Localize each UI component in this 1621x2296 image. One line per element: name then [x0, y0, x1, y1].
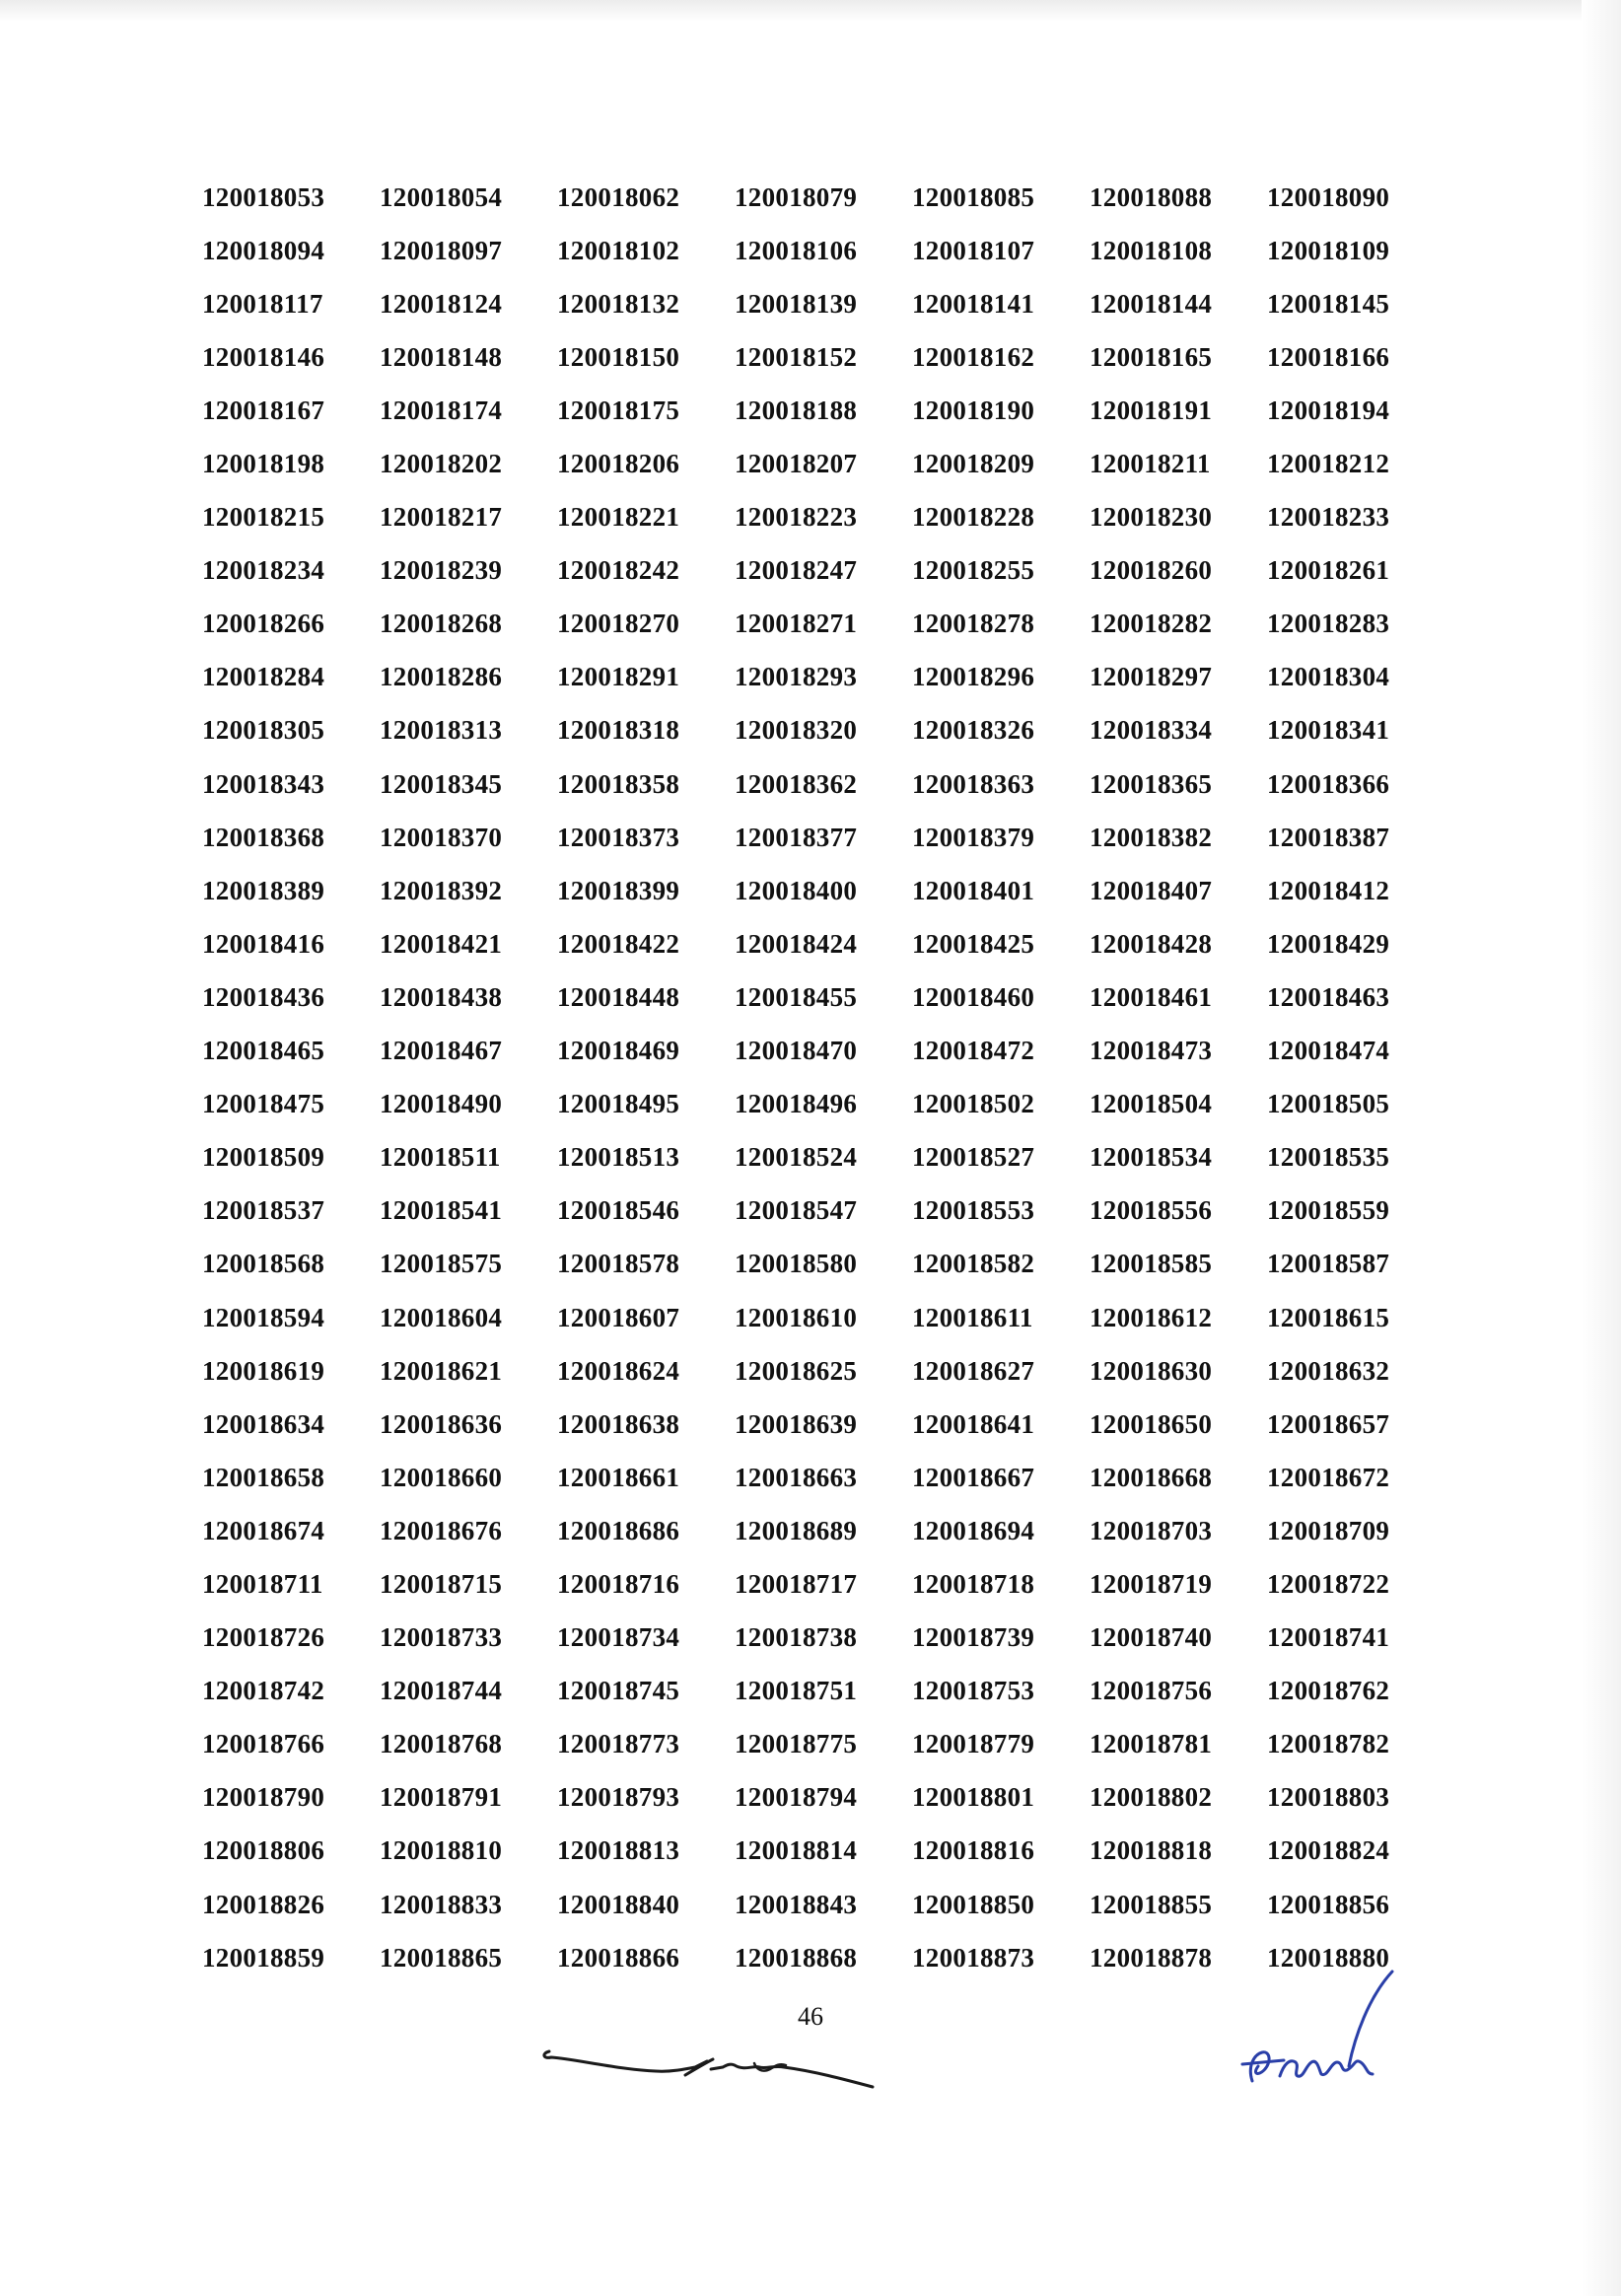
roll-number-cell: 120018106 [735, 235, 858, 265]
roll-number-cell: 120018362 [735, 768, 858, 799]
roll-number-cell: 120018145 [1267, 288, 1390, 319]
roll-number-cell: 120018407 [1090, 875, 1213, 905]
roll-number-cell: 120018079 [735, 181, 858, 212]
roll-number-cell: 120018400 [735, 875, 858, 905]
roll-number-cell: 120018165 [1090, 341, 1213, 372]
roll-number-cell: 120018230 [1090, 502, 1213, 533]
roll-number-cell: 120018873 [912, 1942, 1035, 1973]
roll-number-cell: 120018509 [202, 1142, 325, 1173]
roll-number-cell: 120018627 [912, 1355, 1035, 1386]
roll-number-cell: 120018320 [735, 715, 858, 746]
roll-number-cell: 120018428 [1090, 928, 1213, 959]
roll-number-cell: 120018174 [380, 395, 503, 425]
roll-number-cell: 120018773 [557, 1729, 680, 1759]
roll-number-cell: 120018234 [202, 555, 325, 586]
roll-number-cell: 120018387 [1267, 822, 1390, 852]
roll-number-cell: 120018144 [1090, 288, 1213, 319]
page-number: 46 [798, 2002, 823, 2031]
roll-number-cell: 120018202 [380, 449, 503, 479]
roll-number-cell: 120018425 [912, 928, 1035, 959]
roll-number-cell: 120018167 [202, 395, 325, 425]
roll-number-cell: 120018448 [557, 981, 680, 1012]
roll-row [202, 1612, 1430, 1665]
roll-number-cell: 120018672 [1267, 1462, 1390, 1492]
roll-number-cell: 120018152 [735, 341, 858, 372]
roll-number-cell: 120018190 [912, 395, 1035, 425]
roll-row [202, 917, 1430, 970]
roll-number-cell: 120018054 [380, 181, 503, 212]
roll-number-cell: 120018661 [557, 1462, 680, 1492]
roll-number-cell: 120018850 [912, 1889, 1035, 1919]
roll-number-cell: 120018261 [1267, 555, 1390, 586]
roll-number-cell: 120018753 [912, 1676, 1035, 1706]
roll-row [202, 437, 1430, 490]
roll-number-cell: 120018801 [912, 1782, 1035, 1813]
roll-number-cell: 120018358 [557, 768, 680, 799]
roll-number-cell: 120018658 [202, 1462, 325, 1492]
roll-number-cell: 120018313 [380, 715, 503, 746]
roll-number-cell: 120018416 [202, 928, 325, 959]
roll-number-cell: 120018625 [735, 1355, 858, 1386]
roll-number-cell: 120018768 [380, 1729, 503, 1759]
roll-number-cell: 120018221 [557, 502, 680, 533]
roll-number-cell: 120018502 [912, 1089, 1035, 1119]
roll-number-cell: 120018802 [1090, 1782, 1213, 1813]
roll-number-cell: 120018389 [202, 875, 325, 905]
roll-number-cell: 120018124 [380, 288, 503, 319]
roll-number-cell: 120018667 [912, 1462, 1035, 1492]
roll-number-cell: 120018370 [380, 822, 503, 852]
roll-number-cell: 120018341 [1267, 715, 1390, 746]
roll-number-cell: 120018674 [202, 1515, 325, 1545]
roll-number-cell: 120018639 [735, 1408, 858, 1439]
roll-number-cell: 120018368 [202, 822, 325, 852]
roll-row [202, 1344, 1430, 1398]
roll-number-cell: 120018474 [1267, 1036, 1390, 1066]
roll-row [202, 1131, 1430, 1184]
roll-number-cell: 120018266 [202, 609, 325, 639]
roll-row [202, 1557, 1430, 1611]
roll-row [202, 864, 1430, 917]
roll-number-cell: 120018751 [735, 1676, 858, 1706]
roll-number-cell: 120018132 [557, 288, 680, 319]
roll-row [202, 704, 1430, 757]
roll-number-cell: 120018779 [912, 1729, 1035, 1759]
roll-number-cell: 120018282 [1090, 609, 1213, 639]
roll-number-cell: 120018255 [912, 555, 1035, 586]
roll-number-cell: 120018175 [557, 395, 680, 425]
roll-number-cell: 120018188 [735, 395, 858, 425]
scan-edge-top [0, 0, 1621, 22]
roll-number-cell: 120018559 [1267, 1195, 1390, 1226]
roll-row [202, 1878, 1430, 1931]
roll-number-cell: 120018470 [735, 1036, 858, 1066]
roll-number-cell: 120018816 [912, 1835, 1035, 1866]
roll-number-cell: 120018694 [912, 1515, 1035, 1545]
roll-number-cell: 120018305 [202, 715, 325, 746]
roll-row [202, 384, 1430, 437]
roll-row [202, 544, 1430, 598]
roll-number-cell: 120018546 [557, 1195, 680, 1226]
roll-number-cell: 120018097 [380, 235, 503, 265]
roll-number-cell: 120018460 [912, 981, 1035, 1012]
roll-number-cell: 120018580 [735, 1249, 858, 1279]
roll-number-cell: 120018610 [735, 1302, 858, 1332]
roll-number-cell: 120018223 [735, 502, 858, 533]
roll-number-cell: 120018826 [202, 1889, 325, 1919]
roll-number-cell: 120018228 [912, 502, 1035, 533]
roll-number-cell: 120018284 [202, 662, 325, 692]
roll-number-cell: 120018833 [380, 1889, 503, 1919]
roll-number-cell: 120018270 [557, 609, 680, 639]
roll-number-cell: 120018810 [380, 1835, 503, 1866]
roll-number-cell: 120018756 [1090, 1676, 1213, 1706]
roll-number-cell: 120018775 [735, 1729, 858, 1759]
roll-number-cell: 120018740 [1090, 1622, 1213, 1653]
roll-number-cell: 120018668 [1090, 1462, 1213, 1492]
roll-number-cell: 120018146 [202, 341, 325, 372]
roll-number-cell: 120018619 [202, 1355, 325, 1386]
roll-number-cell: 120018363 [912, 768, 1035, 799]
roll-number-cell: 120018806 [202, 1835, 325, 1866]
roll-number-cell: 120018377 [735, 822, 858, 852]
roll-number-cell: 120018541 [380, 1195, 503, 1226]
roll-row [202, 811, 1430, 864]
roll-row [202, 1291, 1430, 1344]
roll-number-cell: 120018212 [1267, 449, 1390, 479]
signature-right-icon [1233, 1968, 1410, 2091]
roll-number-cell: 120018738 [735, 1622, 858, 1653]
roll-number-cell: 120018094 [202, 235, 325, 265]
roll-number-cell: 120018611 [912, 1302, 1033, 1332]
roll-number-cell: 120018813 [557, 1835, 680, 1866]
roll-number-cell: 120018365 [1090, 768, 1213, 799]
roll-number-cell: 120018475 [202, 1089, 325, 1119]
signature-left-icon [537, 2030, 878, 2089]
roll-number-cell: 120018496 [735, 1089, 858, 1119]
roll-number-cell: 120018191 [1090, 395, 1213, 425]
roll-number-cell: 120018607 [557, 1302, 680, 1332]
roll-number-cell: 120018604 [380, 1302, 503, 1332]
roll-number-cell: 120018373 [557, 822, 680, 852]
roll-number-table [202, 171, 1430, 1984]
roll-number-cell: 120018636 [380, 1408, 503, 1439]
roll-number-cell: 120018793 [557, 1782, 680, 1813]
roll-number-cell: 120018578 [557, 1249, 680, 1279]
roll-number-cell: 120018495 [557, 1089, 680, 1119]
roll-number-cell: 120018791 [380, 1782, 503, 1813]
roll-number-cell: 120018467 [380, 1036, 503, 1066]
roll-number-cell: 120018621 [380, 1355, 503, 1386]
roll-number-cell: 120018490 [380, 1089, 503, 1119]
roll-number-cell: 120018053 [202, 181, 325, 212]
roll-row [202, 1771, 1430, 1825]
roll-number-cell: 120018612 [1090, 1302, 1213, 1332]
roll-number-cell: 120018745 [557, 1676, 680, 1706]
roll-row [202, 651, 1430, 704]
roll-number-cell: 120018422 [557, 928, 680, 959]
roll-number-cell: 120018762 [1267, 1676, 1390, 1706]
roll-number-cell: 120018556 [1090, 1195, 1213, 1226]
roll-number-cell: 120018716 [557, 1568, 680, 1599]
roll-number-cell: 120018436 [202, 981, 325, 1012]
roll-number-cell: 120018233 [1267, 502, 1390, 533]
roll-number-cell: 120018472 [912, 1036, 1035, 1066]
roll-number-cell: 120018198 [202, 449, 325, 479]
roll-number-cell: 120018880 [1267, 1942, 1390, 1973]
roll-number-cell: 120018117 [202, 288, 323, 319]
roll-row [202, 171, 1430, 224]
roll-number-cell: 120018504 [1090, 1089, 1213, 1119]
roll-number-cell: 120018194 [1267, 395, 1390, 425]
roll-number-cell: 120018660 [380, 1462, 503, 1492]
roll-number-cell: 120018582 [912, 1249, 1035, 1279]
roll-number-cell: 120018676 [380, 1515, 503, 1545]
roll-number-cell: 120018271 [735, 609, 858, 639]
roll-number-cell: 120018703 [1090, 1515, 1213, 1545]
roll-number-cell: 120018634 [202, 1408, 325, 1439]
roll-number-cell: 120018878 [1090, 1942, 1213, 1973]
roll-number-cell: 120018379 [912, 822, 1035, 852]
roll-number-cell: 120018343 [202, 768, 325, 799]
roll-number-cell: 120018062 [557, 181, 680, 212]
roll-number-cell: 120018278 [912, 609, 1035, 639]
roll-number-cell: 120018505 [1267, 1089, 1390, 1119]
roll-row [202, 1504, 1430, 1557]
scan-edge-right [1582, 0, 1621, 2296]
roll-number-cell: 120018856 [1267, 1889, 1390, 1919]
roll-number-cell: 120018334 [1090, 715, 1213, 746]
roll-number-cell: 120018865 [380, 1942, 503, 1973]
roll-row [202, 970, 1430, 1024]
roll-number-cell: 120018293 [735, 662, 858, 692]
roll-row [202, 1398, 1430, 1451]
roll-number-cell: 120018469 [557, 1036, 680, 1066]
roll-number-cell: 120018366 [1267, 768, 1390, 799]
roll-number-cell: 120018840 [557, 1889, 680, 1919]
roll-number-cell: 120018215 [202, 502, 325, 533]
roll-row [202, 757, 1430, 811]
roll-number-cell: 120018162 [912, 341, 1035, 372]
roll-number-cell: 120018866 [557, 1942, 680, 1973]
roll-row [202, 1718, 1430, 1771]
roll-row [202, 1238, 1430, 1291]
roll-number-cell: 120018537 [202, 1195, 325, 1226]
roll-number-cell: 120018247 [735, 555, 858, 586]
roll-number-cell: 120018718 [912, 1568, 1035, 1599]
roll-number-cell: 120018726 [202, 1622, 325, 1653]
roll-number-cell: 120018090 [1267, 181, 1390, 212]
roll-number-cell: 120018211 [1090, 449, 1211, 479]
roll-number-cell: 120018429 [1267, 928, 1390, 959]
roll-number-cell: 120018587 [1267, 1249, 1390, 1279]
roll-number-cell: 120018742 [202, 1676, 325, 1706]
roll-number-cell: 120018242 [557, 555, 680, 586]
roll-number-cell: 120018814 [735, 1835, 858, 1866]
roll-number-cell: 120018108 [1090, 235, 1213, 265]
roll-row [202, 277, 1430, 330]
roll-row [202, 598, 1430, 651]
roll-number-cell: 120018641 [912, 1408, 1035, 1439]
roll-number-cell: 120018085 [912, 181, 1035, 212]
roll-number-cell: 120018781 [1090, 1729, 1213, 1759]
roll-number-cell: 120018739 [912, 1622, 1035, 1653]
roll-number-cell: 120018412 [1267, 875, 1390, 905]
roll-number-cell: 120018744 [380, 1676, 503, 1706]
roll-number-cell: 120018790 [202, 1782, 325, 1813]
roll-number-cell: 120018734 [557, 1622, 680, 1653]
roll-number-cell: 120018535 [1267, 1142, 1390, 1173]
roll-number-cell: 120018260 [1090, 555, 1213, 586]
roll-number-cell: 120018615 [1267, 1302, 1390, 1332]
roll-number-cell: 120018206 [557, 449, 680, 479]
roll-number-cell: 120018766 [202, 1729, 325, 1759]
roll-number-cell: 120018855 [1090, 1889, 1213, 1919]
roll-number-cell: 120018630 [1090, 1355, 1213, 1386]
roll-number-cell: 120018107 [912, 235, 1035, 265]
roll-number-cell: 120018463 [1267, 981, 1390, 1012]
roll-number-cell: 120018638 [557, 1408, 680, 1439]
roll-number-cell: 120018575 [380, 1249, 503, 1279]
roll-number-cell: 120018715 [380, 1568, 503, 1599]
roll-number-cell: 120018663 [735, 1462, 858, 1492]
roll-number-cell: 120018657 [1267, 1408, 1390, 1439]
roll-number-cell: 120018859 [202, 1942, 325, 1973]
roll-number-cell: 120018513 [557, 1142, 680, 1173]
signature-left-stroke [544, 2051, 873, 2087]
roll-number-cell: 120018455 [735, 981, 858, 1012]
roll-number-cell: 120018473 [1090, 1036, 1213, 1066]
roll-number-cell: 120018650 [1090, 1408, 1213, 1439]
roll-number-cell: 120018868 [735, 1942, 858, 1973]
roll-number-cell: 120018217 [380, 502, 503, 533]
roll-number-cell: 120018717 [735, 1568, 858, 1599]
roll-number-cell: 120018527 [912, 1142, 1035, 1173]
roll-number-cell: 120018818 [1090, 1835, 1213, 1866]
roll-row [202, 491, 1430, 544]
roll-number-cell: 120018741 [1267, 1622, 1390, 1653]
roll-number-cell: 120018326 [912, 715, 1035, 746]
roll-row [202, 330, 1430, 384]
roll-number-cell: 120018207 [735, 449, 858, 479]
roll-number-cell: 120018166 [1267, 341, 1390, 372]
roll-number-cell: 120018424 [735, 928, 858, 959]
roll-row [202, 224, 1430, 277]
roll-number-cell: 120018465 [202, 1036, 325, 1066]
roll-row [202, 1025, 1430, 1078]
roll-number-cell: 120018318 [557, 715, 680, 746]
roll-number-cell: 120018109 [1267, 235, 1390, 265]
roll-number-cell: 120018283 [1267, 609, 1390, 639]
roll-number-cell: 120018382 [1090, 822, 1213, 852]
signature-right-stroke [1242, 1972, 1392, 2081]
roll-number-cell: 120018547 [735, 1195, 858, 1226]
roll-number-cell: 120018689 [735, 1515, 858, 1545]
roll-number-cell: 120018088 [1090, 181, 1213, 212]
roll-number-cell: 120018421 [380, 928, 503, 959]
roll-number-cell: 120018297 [1090, 662, 1213, 692]
roll-number-cell: 120018304 [1267, 662, 1390, 692]
roll-number-cell: 120018843 [735, 1889, 858, 1919]
roll-row [202, 1825, 1430, 1878]
roll-row [202, 1451, 1430, 1504]
roll-number-cell: 120018141 [912, 288, 1035, 319]
roll-number-cell: 120018722 [1267, 1568, 1390, 1599]
roll-number-cell: 120018291 [557, 662, 680, 692]
roll-number-cell: 120018534 [1090, 1142, 1213, 1173]
roll-number-cell: 120018709 [1267, 1515, 1390, 1545]
roll-row [202, 1665, 1430, 1718]
roll-number-cell: 120018711 [202, 1568, 323, 1599]
roll-number-cell: 120018296 [912, 662, 1035, 692]
roll-number-cell: 120018782 [1267, 1729, 1390, 1759]
roll-number-cell: 120018148 [380, 341, 503, 372]
roll-row [202, 1078, 1430, 1131]
roll-number-cell: 120018733 [380, 1622, 503, 1653]
roll-number-cell: 120018150 [557, 341, 680, 372]
roll-number-cell: 120018102 [557, 235, 680, 265]
roll-number-cell: 120018286 [380, 662, 503, 692]
roll-number-cell: 120018399 [557, 875, 680, 905]
roll-number-cell: 120018239 [380, 555, 503, 586]
roll-number-cell: 120018824 [1267, 1835, 1390, 1866]
roll-number-cell: 120018594 [202, 1302, 325, 1332]
roll-row [202, 1184, 1430, 1238]
roll-number-cell: 120018139 [735, 288, 858, 319]
roll-number-cell: 120018686 [557, 1515, 680, 1545]
roll-number-cell: 120018632 [1267, 1355, 1390, 1386]
roll-number-cell: 120018401 [912, 875, 1035, 905]
roll-number-cell: 120018568 [202, 1249, 325, 1279]
roll-number-cell: 120018392 [380, 875, 503, 905]
roll-number-cell: 120018461 [1090, 981, 1213, 1012]
roll-number-cell: 120018345 [380, 768, 503, 799]
roll-number-cell: 120018553 [912, 1195, 1035, 1226]
roll-number-cell: 120018268 [380, 609, 503, 639]
roll-number-cell: 120018624 [557, 1355, 680, 1386]
roll-number-cell: 120018511 [380, 1142, 501, 1173]
roll-number-cell: 120018209 [912, 449, 1035, 479]
roll-number-cell: 120018585 [1090, 1249, 1213, 1279]
roll-number-cell: 120018524 [735, 1142, 858, 1173]
roll-number-cell: 120018438 [380, 981, 503, 1012]
roll-number-cell: 120018719 [1090, 1568, 1213, 1599]
roll-number-cell: 120018803 [1267, 1782, 1390, 1813]
roll-number-cell: 120018794 [735, 1782, 858, 1813]
